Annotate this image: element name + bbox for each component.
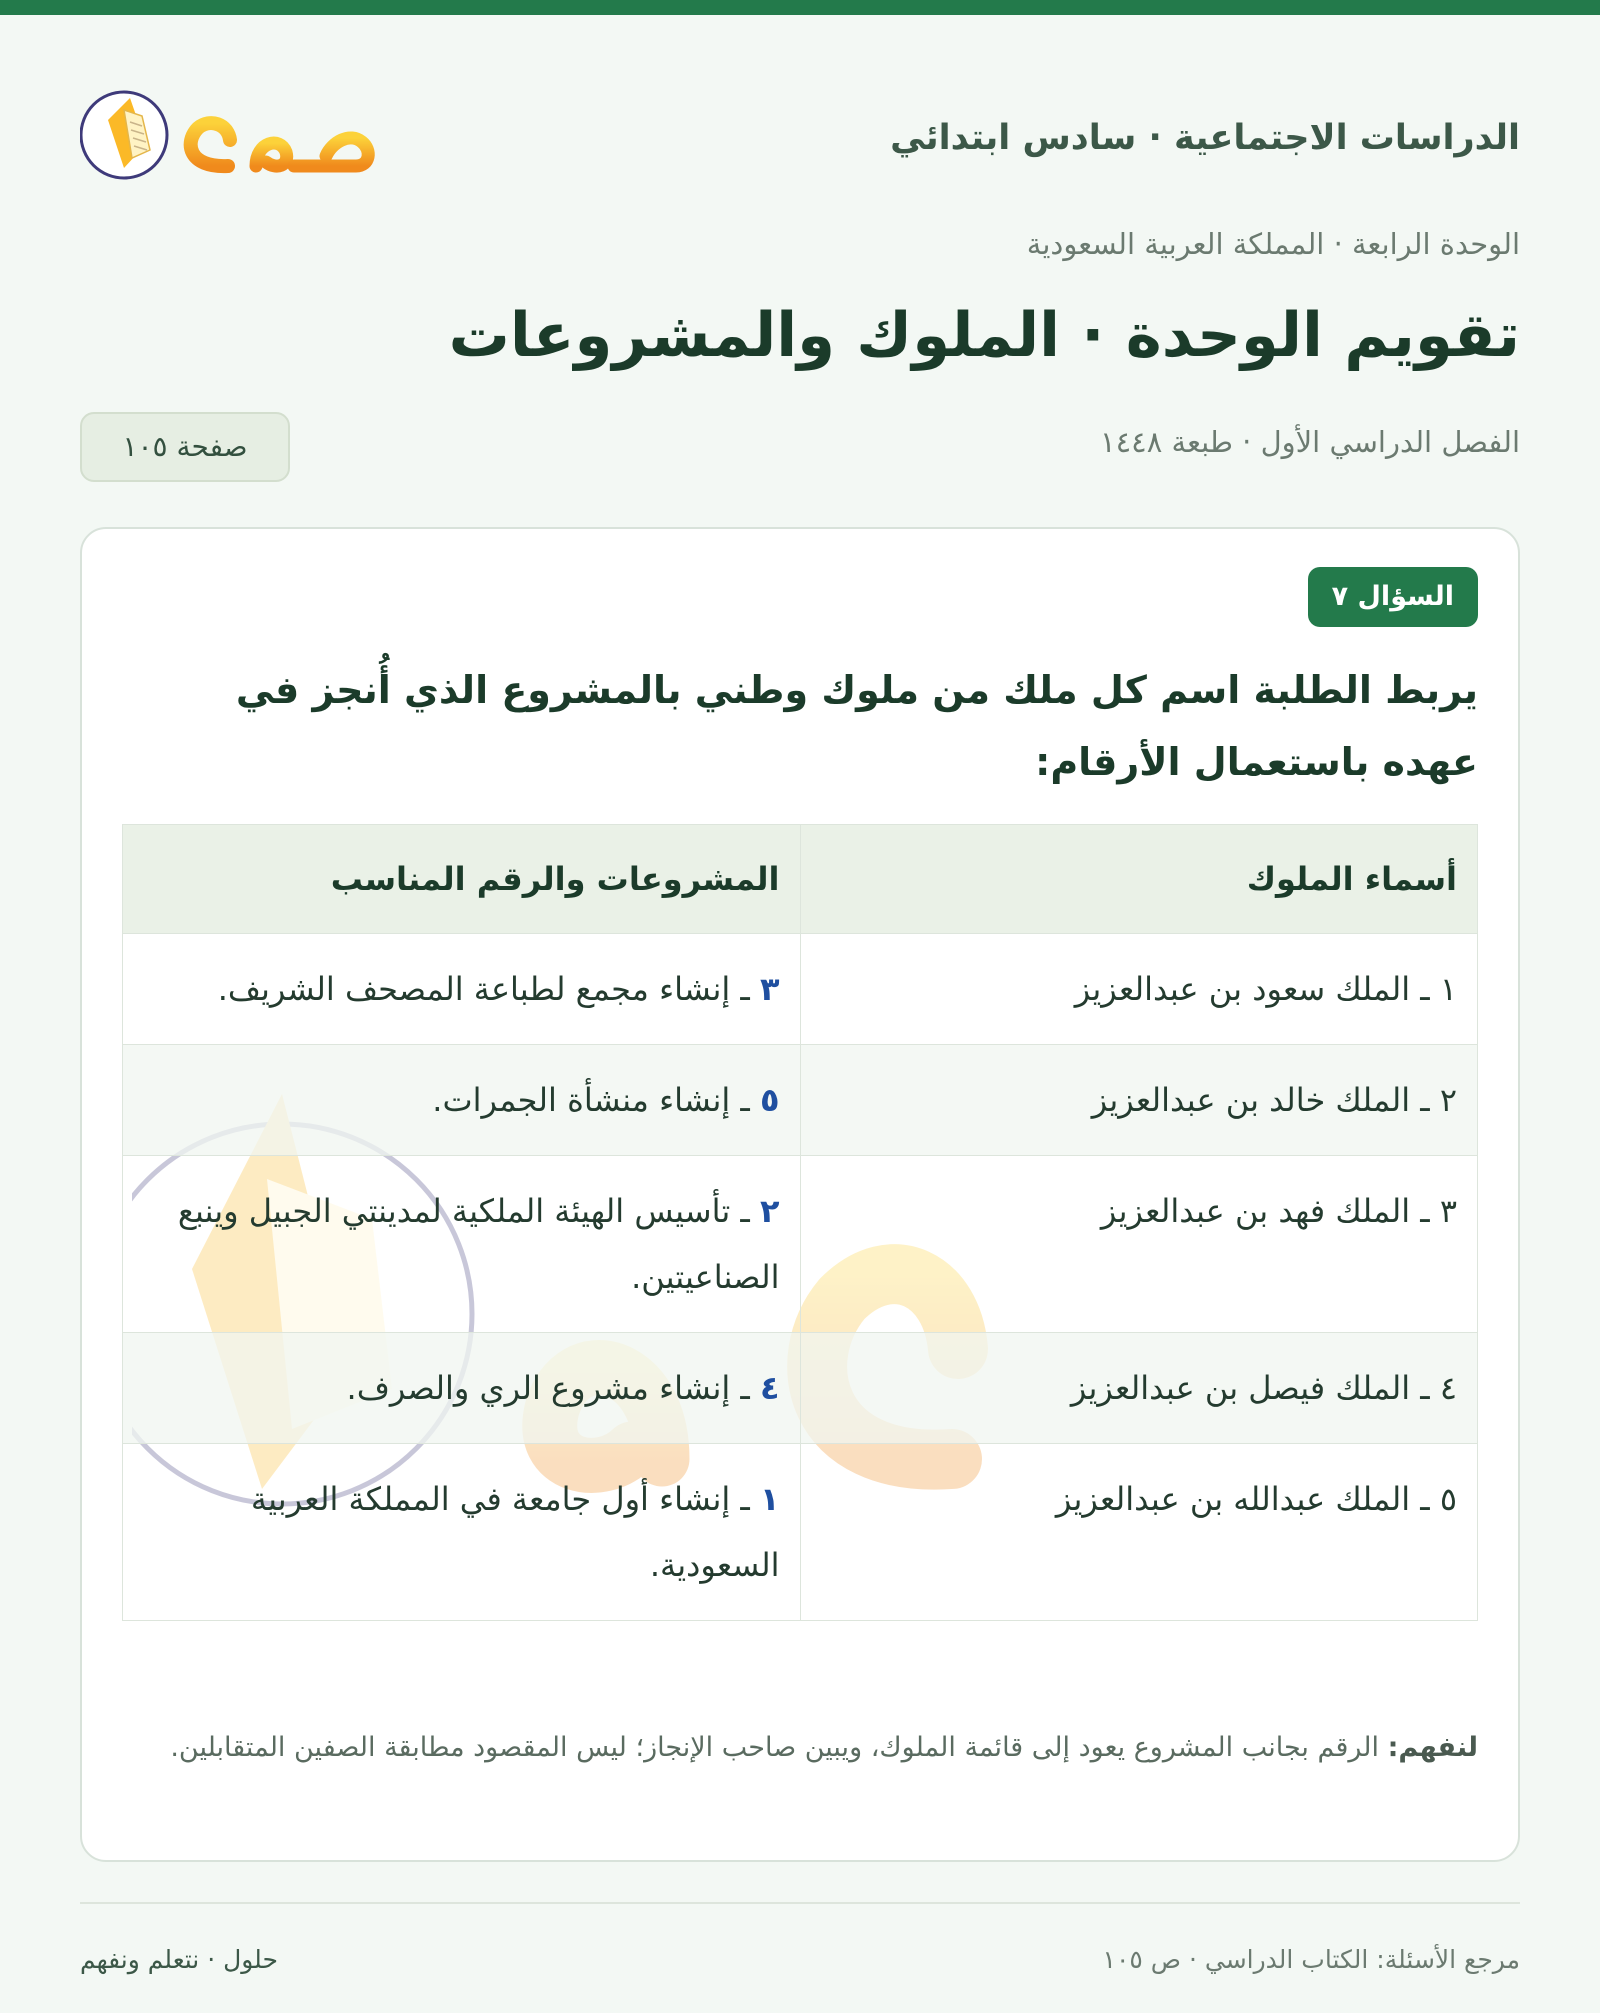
page-badge: صفحة ١٠٥ [80, 412, 290, 482]
note-label: لنفهم: [1387, 1732, 1478, 1763]
king-cell: ١ ـ الملك سعود بن عبدالعزيز [800, 934, 1478, 1045]
header-projects: المشروعات والرقم المناسب [123, 825, 801, 934]
match-number: ٤ [759, 1369, 780, 1407]
lesson-title: تقويم الوحدة · الملوك والمشروعات [448, 300, 1520, 371]
table-header-row [123, 825, 1478, 934]
top-accent-bar [0, 0, 1600, 15]
hulool-logo [80, 70, 380, 200]
match-number: ٢ [759, 1192, 780, 1230]
table-row [123, 1045, 1478, 1156]
footer-reference: مرجع الأسئلة: الكتاب الدراسي · ص ١٠٥ [1102, 1945, 1520, 1974]
match-number: ٣ [759, 970, 780, 1008]
table-row [123, 1333, 1478, 1444]
king-cell: ٥ ـ الملك عبدالله بن عبدالعزيز [800, 1444, 1478, 1621]
question-number-badge: السؤال ٧ [1308, 567, 1478, 627]
project-text: ـ إنشاء مجمع لطباعة المصحف الشريف. [217, 970, 760, 1008]
note-text: الرقم بجانب المشروع يعود إلى قائمة الملوك، ويبين صاحب الإنجاز؛ ليس المقصود مطابقة الصفين المتقابلين. [170, 1732, 1388, 1763]
match-number: ١ [759, 1480, 780, 1518]
project-text: ـ إنشاء أول جامعة في المملكة العربية السعودية. [250, 1480, 780, 1584]
page [80, 15, 1520, 2013]
header-kings: أسماء الملوك [800, 825, 1478, 934]
explanation-note [122, 1721, 1478, 1775]
project-text: ـ تأسيس الهيئة الملكية لمدينتي الجبيل وينبع الصناعيتين. [177, 1192, 780, 1296]
subject-title: الدراسات الاجتماعية · سادس ابتدائي [890, 118, 1520, 158]
matching-table [122, 824, 1478, 1621]
project-cell [123, 1444, 801, 1621]
king-cell: ٢ ـ الملك خالد بن عبدالعزيز [800, 1045, 1478, 1156]
project-cell [123, 1156, 801, 1333]
footer-divider [80, 1902, 1520, 1904]
table-row [123, 934, 1478, 1045]
project-cell [123, 1045, 801, 1156]
project-text: ـ إنشاء مشروع الري والصرف. [346, 1369, 760, 1407]
question-text: يربط الطلبة اسم كل ملك من ملوك وطني بالمشروع الذي أُنجز في عهده باستعمال الأرقام: [235, 668, 1478, 784]
table-row [123, 1444, 1478, 1621]
project-cell [123, 934, 801, 1045]
term-line: الفصل الدراسي الأول · طبعة ١٤٤٨ [1100, 425, 1520, 459]
unit-line: الوحدة الرابعة · المملكة العربية السعودية [1026, 227, 1520, 261]
table-row [123, 1156, 1478, 1333]
header [80, 70, 1520, 200]
king-cell: ٣ ـ الملك فهد بن عبدالعزيز [800, 1156, 1478, 1333]
match-number: ٥ [759, 1081, 780, 1119]
footer-brand: حلول · نتعلم ونفهم [80, 1945, 278, 1974]
question-card [80, 527, 1520, 1862]
king-cell: ٤ ـ الملك فيصل بن عبدالعزيز [800, 1333, 1478, 1444]
project-text: ـ إنشاء منشأة الجمرات. [432, 1081, 760, 1119]
project-cell [123, 1333, 801, 1444]
